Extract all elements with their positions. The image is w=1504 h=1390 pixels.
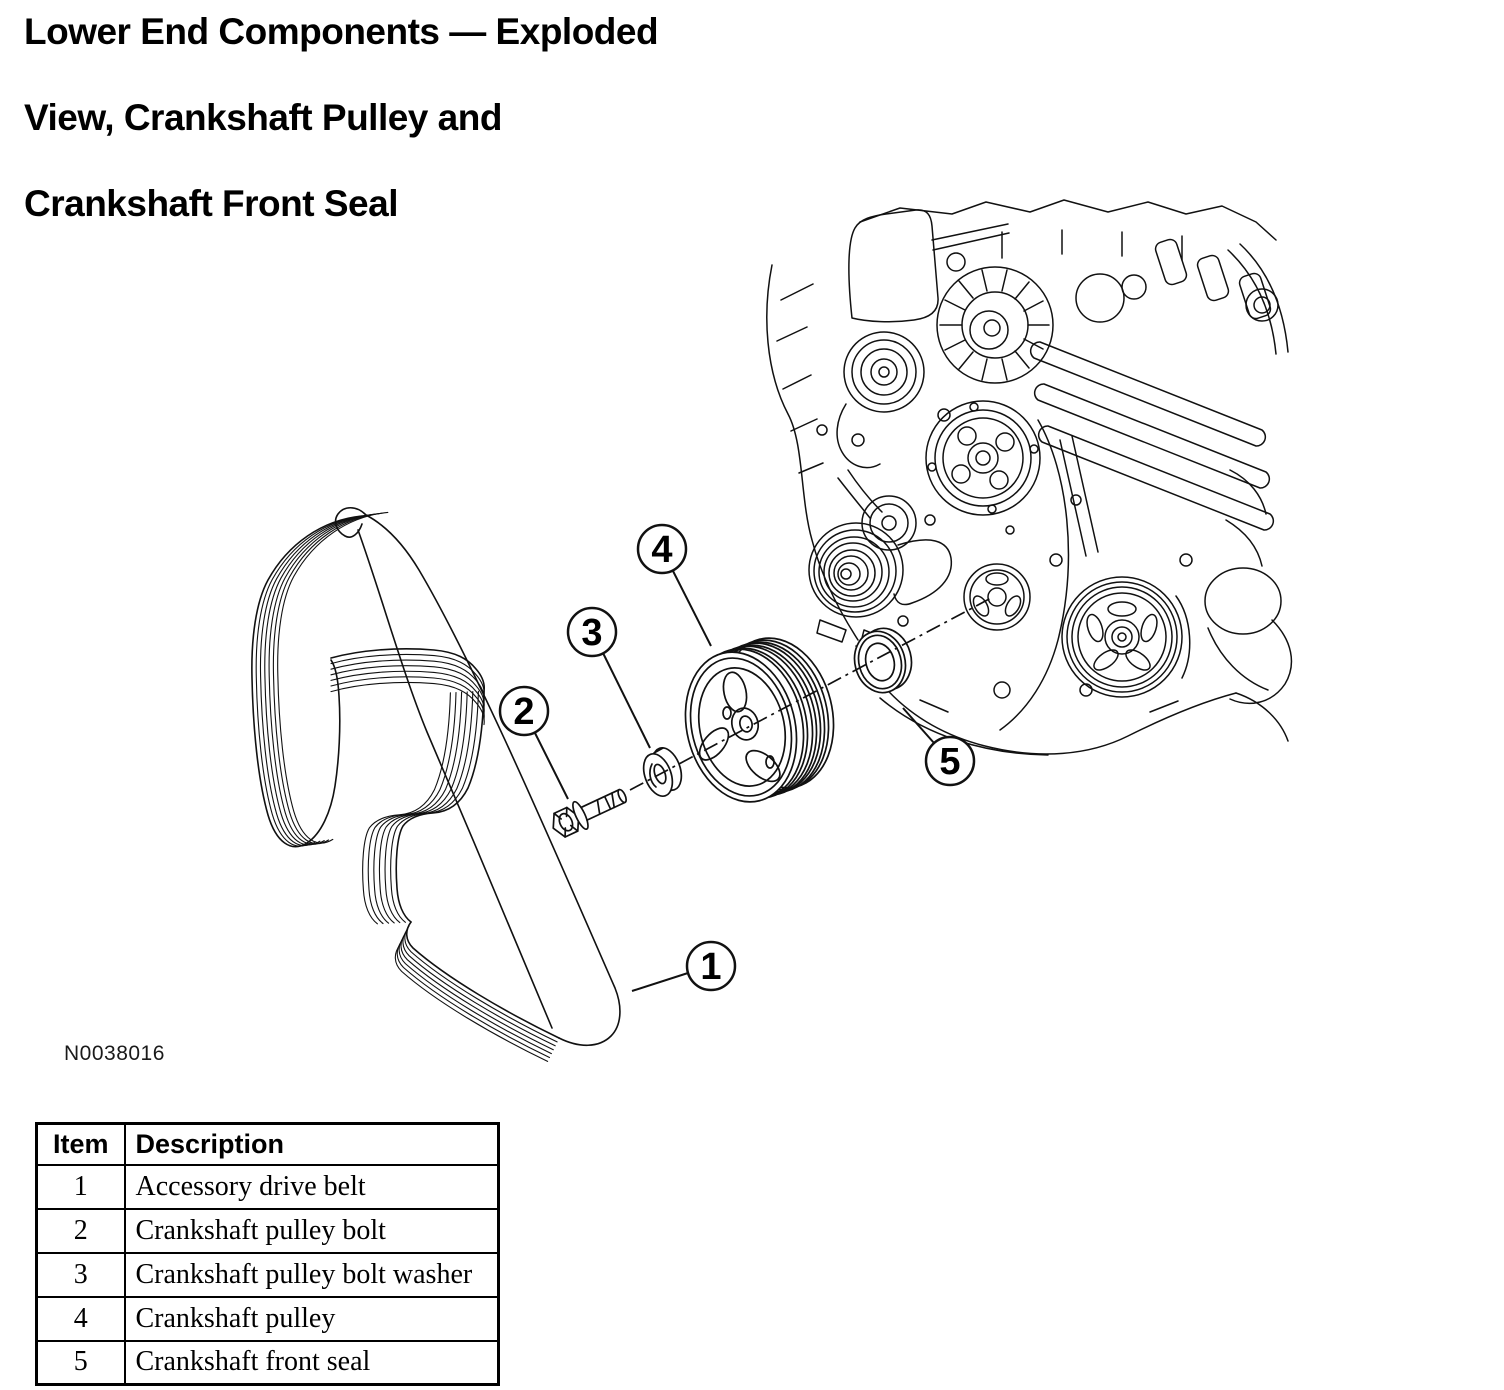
item-number: 1 [37, 1165, 125, 1209]
idler-pulley [844, 332, 924, 412]
item-description: Crankshaft pulley bolt [125, 1209, 499, 1253]
item-number: 3 [37, 1253, 125, 1297]
leader-5 [903, 708, 934, 743]
item-description: Crankshaft front seal [125, 1341, 499, 1385]
callout-5 [926, 737, 974, 785]
item-number: 5 [37, 1341, 125, 1385]
callout-1-number: 1 [700, 946, 722, 988]
leader-1 [632, 973, 688, 991]
leader-2 [535, 733, 568, 799]
title-line-2: View, Crankshaft Pulley and [24, 97, 502, 138]
callout-3-number: 3 [581, 612, 603, 654]
item-description: Crankshaft pulley bolt washer [125, 1253, 499, 1297]
callout-4 [638, 525, 686, 573]
power-steering-pulley [1062, 577, 1182, 697]
column-header-item: Item [37, 1124, 125, 1165]
item-number: 2 [37, 1209, 125, 1253]
figure-id: N0038016 [64, 1042, 165, 1065]
title-line-1: Lower End Components — Exploded [24, 11, 659, 52]
column-header-description: Description [125, 1124, 499, 1165]
crankshaft-nose-boss [964, 564, 1030, 630]
leader-4 [673, 571, 711, 646]
item-description: Crankshaft pulley [125, 1297, 499, 1341]
table-header-row [37, 1124, 499, 1165]
callout-5-number: 5 [939, 741, 961, 783]
table-row [37, 1341, 499, 1385]
callout-2-number: 2 [513, 691, 535, 733]
title-line-3: Crankshaft Front Seal [24, 183, 398, 224]
table-row [37, 1297, 499, 1341]
callout-1 [687, 942, 735, 990]
alternator [937, 267, 1053, 383]
crankshaft-pulley-bolt [547, 781, 631, 842]
callout-3 [568, 608, 616, 656]
water-pump-pulley [926, 401, 1040, 515]
table-row [37, 1209, 499, 1253]
item-number: 4 [37, 1297, 125, 1341]
item-description: Accessory drive belt [125, 1165, 499, 1209]
crankshaft-front-seal [848, 623, 918, 699]
crankshaft-pulley [670, 626, 849, 814]
callout-4-number: 4 [651, 529, 673, 571]
accessory-drive-belt [252, 508, 620, 1062]
leader-3 [603, 653, 650, 748]
callout-2 [500, 687, 548, 735]
table-row [37, 1165, 499, 1209]
belt-ribs [256, 512, 557, 1061]
engine-assembly [767, 200, 1292, 755]
parts-table [35, 1122, 500, 1386]
table-row [37, 1253, 499, 1297]
